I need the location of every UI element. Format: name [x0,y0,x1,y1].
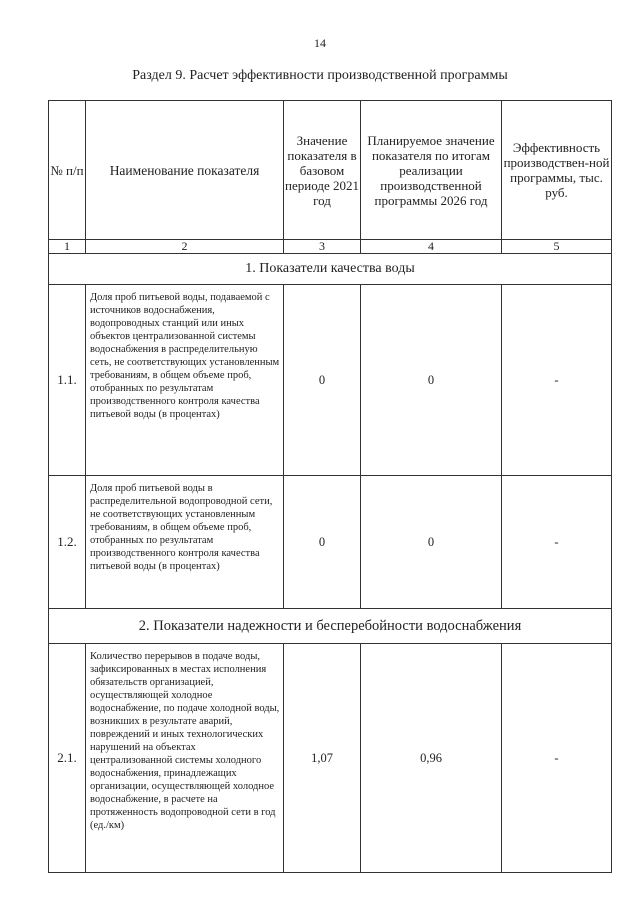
section-title-quality: 1. Показатели качества воды [49,254,612,285]
column-number: 5 [502,240,612,254]
header-base-value: Значение показателя в базовом периоде 2021 год [284,101,361,240]
row-number: 2.1. [49,644,86,873]
header-indicator-name: Наименование показателя [86,101,284,240]
row-efficiency: - [502,476,612,609]
column-number: 2 [86,240,284,254]
row-base-value: 0 [284,285,361,476]
section-title: Раздел 9. Расчет эффективности производственной программы [132,68,508,83]
column-numbers-row [49,240,612,254]
row-number: 1.1. [49,285,86,476]
table-row [49,476,612,609]
row-planned-value: 0,96 [361,644,502,873]
efficiency-table [48,100,612,873]
section-title-reliability: 2. Показатели надежности и бесперебойности водоснабжения [49,609,612,644]
table-row [49,285,612,476]
table-row [49,644,612,873]
section-row [49,609,612,644]
header-planned-value: Планируемое значение показателя по итогам реализации производственной программы 2026 год [361,101,502,240]
row-efficiency: - [502,285,612,476]
header-number: № п/п [49,101,86,240]
header-efficiency: Эффективность производствен-ной программы, тыс. руб. [502,101,612,240]
column-number: 1 [49,240,86,254]
row-indicator-name: Доля проб питьевой воды, подаваемой с источников водоснабжения, водопроводных станций или иных объектов централизованной системы водоснабжения в распределительную сеть, не соответствующих установленным требованиям, в общем объеме проб, отобранных по результатам производственного контроля качества питьевой воды (в процентах) [86,285,284,476]
section-row [49,254,612,285]
header-row [49,101,612,240]
row-base-value: 0 [284,476,361,609]
row-indicator-name: Доля проб питьевой воды в распределительной водопроводной сети, не соответствующих установленным требованиям, в общем объеме проб, отобранных по результатам производственного контроля качества питьевой воды (в процентах) [86,476,284,609]
row-efficiency: - [502,644,612,873]
row-planned-value: 0 [361,285,502,476]
row-indicator-name: Количество перерывов в подаче воды, зафиксированных в местах исполнения обязательств организацией, осуществляющей холодное водоснабжение, по подаче холодной воды, возникших в результате аварий, повреждений и иных технологических нарушений на объектах централизованной системы холодного водоснабжения, принадлежащих организации, осуществляющей холодное водоснабжение, в расчете на протяженность водопроводной сети в год (ед./км) [86,644,284,873]
row-number: 1.2. [49,476,86,609]
page-number: 14 [314,36,326,50]
column-number: 4 [361,240,502,254]
row-base-value: 1,07 [284,644,361,873]
row-planned-value: 0 [361,476,502,609]
column-number: 3 [284,240,361,254]
